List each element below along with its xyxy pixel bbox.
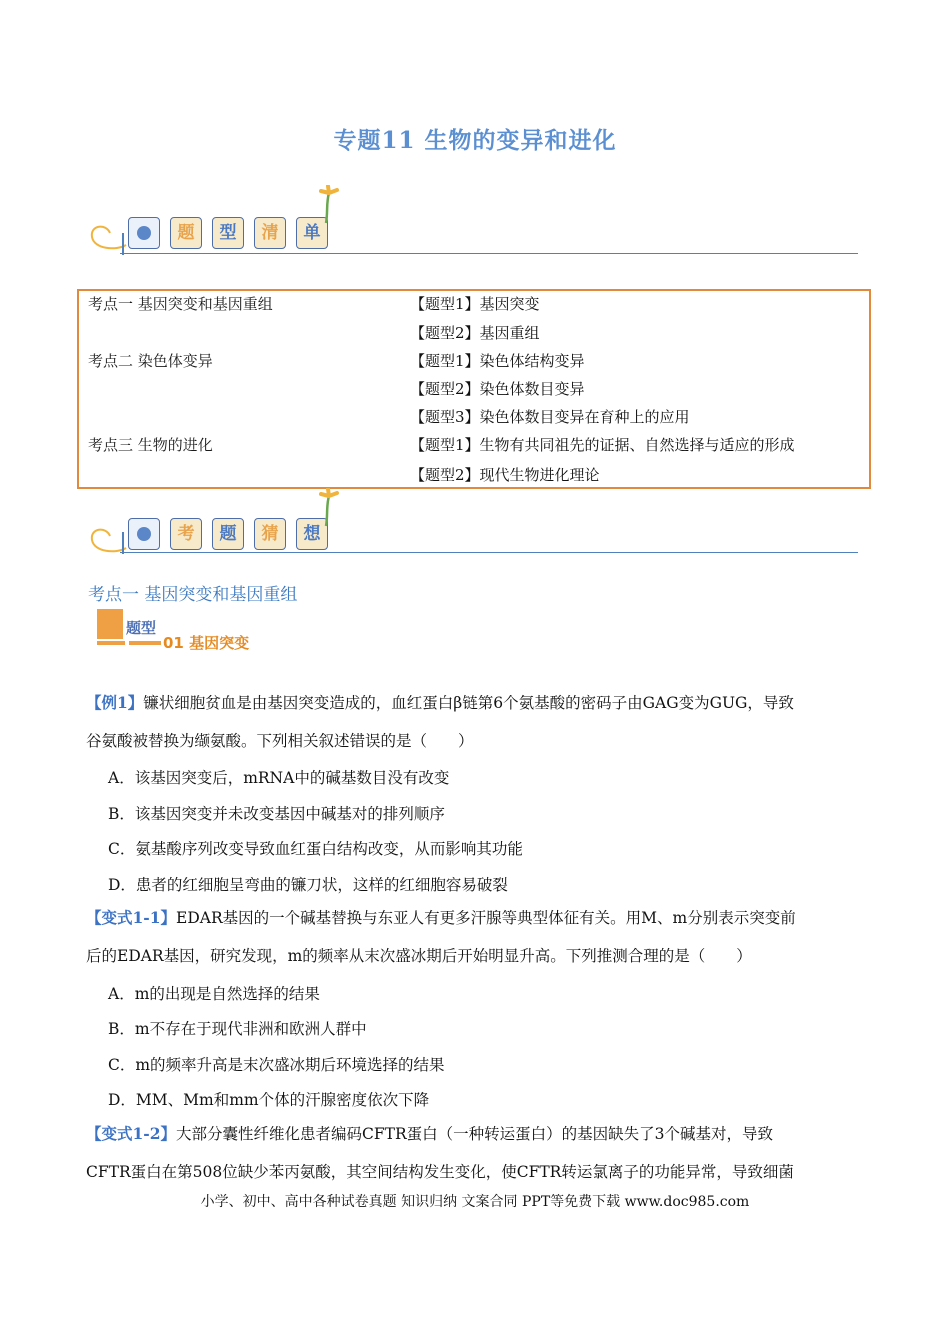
question-3-line-2: CFTR蛋白在第508位缺少苯丙氨酸，其空间结构发生变化，使CFTR转运氯离子的功能异常，导致细菌 [86, 1163, 794, 1181]
question-1-line-1: 【例1】镰状细胞贫血是由基因突变造成的，血红蛋白β链第6个氨基酸的密码子由GAG变为GUG，导致 [86, 693, 794, 712]
question-2-tag: 【变式1-1】 [86, 908, 177, 927]
section-heading: 考点一 基因突变和基因重组 [88, 585, 298, 605]
question-type-label: 题型 [126, 619, 157, 637]
topic-type-1-1: 【题型1】基因突变 [410, 295, 540, 313]
banner-char-2: 型 [212, 217, 244, 249]
section-banner-topic-list [88, 185, 858, 265]
topic-type-3-2: 【题型2】现代生物进化理论 [410, 466, 600, 484]
question-1-option-a: A．该基因突变后，mRNA中的碱基数目没有改变 [108, 769, 450, 787]
banner-underline [120, 253, 858, 254]
question-3-line-1: 【变式1-2】大部分囊性纤维化患者编码CFTR蛋白（一种转运蛋白）的基因缺失了3个碱基对，导致 [86, 1124, 774, 1143]
topic-type-3-1: 【题型1】生物有共同祖先的证据、自然选择与适应的形成 [410, 436, 795, 454]
banner-char-3: 清 [254, 217, 286, 249]
banner-bullet-icon [128, 217, 160, 249]
topic-type-2-1: 【题型1】染色体结构变异 [410, 352, 585, 370]
question-1-option-c: C．氨基酸序列改变导致血红蛋白结构改变，从而影响其功能 [108, 840, 523, 858]
question-1-option-d: D．患者的红细胞呈弯曲的镰刀状，这样的红细胞容易破裂 [108, 876, 508, 894]
topic-type-2-2: 【题型2】染色体数目变异 [410, 380, 585, 398]
question-type-marker [97, 609, 123, 639]
question-2-option-a: A．m的出现是自然选择的结果 [108, 985, 320, 1003]
question-1-tag: 【例1】 [86, 693, 144, 712]
page-footer: 小学、初中、高中各种试卷真题 知识归纳 文案合同 PPT等免费下载 www.doc985.com [200, 1194, 750, 1210]
banner-char-1: 考 [170, 518, 202, 550]
topic-point-1: 考点一 基因突变和基因重组 [88, 295, 273, 313]
topic-point-2: 考点二 染色体变异 [88, 352, 213, 370]
question-1-option-b: B．该基因突变并未改变基因中碱基对的排列顺序 [108, 805, 445, 823]
question-type-title: 01 基因突变 [163, 634, 250, 652]
banner-underline [120, 552, 858, 553]
question-2-option-d: D．MM、Mm和mm个体的汗腺密度依次下降 [108, 1091, 430, 1109]
banner-char-2: 题 [212, 518, 244, 550]
question-3-tag: 【变式1-2】 [86, 1124, 177, 1143]
question-2-option-b: B．m不存在于现代非洲和欧洲人群中 [108, 1020, 367, 1038]
page-title: 专题11 生物的变异和进化 [333, 127, 617, 154]
flower-icon [316, 185, 340, 225]
banner-char-4: 想 [296, 518, 328, 550]
banner-char-3: 猜 [254, 518, 286, 550]
flower-icon [316, 488, 340, 528]
topic-type-1-2: 【题型2】基因重组 [410, 324, 540, 342]
banner-bullet-icon [128, 518, 160, 550]
question-2-line-2: 后的EDAR基因，研究发现，m的频率从末次盛冰期后开始明显升高。下列推测合理的是（ ） [86, 947, 752, 965]
section-banner-question-guess [88, 488, 858, 568]
banner-char-4: 单 [296, 217, 328, 249]
question-1-line-2: 谷氨酸被替换为缬氨酸。下列相关叙述错误的是（ ） [86, 732, 474, 750]
topic-list-table [77, 289, 871, 489]
question-2-line-1: 【变式1-1】EDAR基因的一个碱基替换与东亚人有更多汗腺等典型体征有关。用M、m分别表示突变前 [86, 908, 796, 927]
topic-point-3: 考点三 生物的进化 [88, 436, 213, 454]
question-2-option-c: C．m的频率升高是末次盛冰期后环境选择的结果 [108, 1056, 445, 1074]
topic-type-2-3: 【题型3】染色体数目变异在育种上的应用 [410, 408, 690, 426]
banner-char-1: 题 [170, 217, 202, 249]
